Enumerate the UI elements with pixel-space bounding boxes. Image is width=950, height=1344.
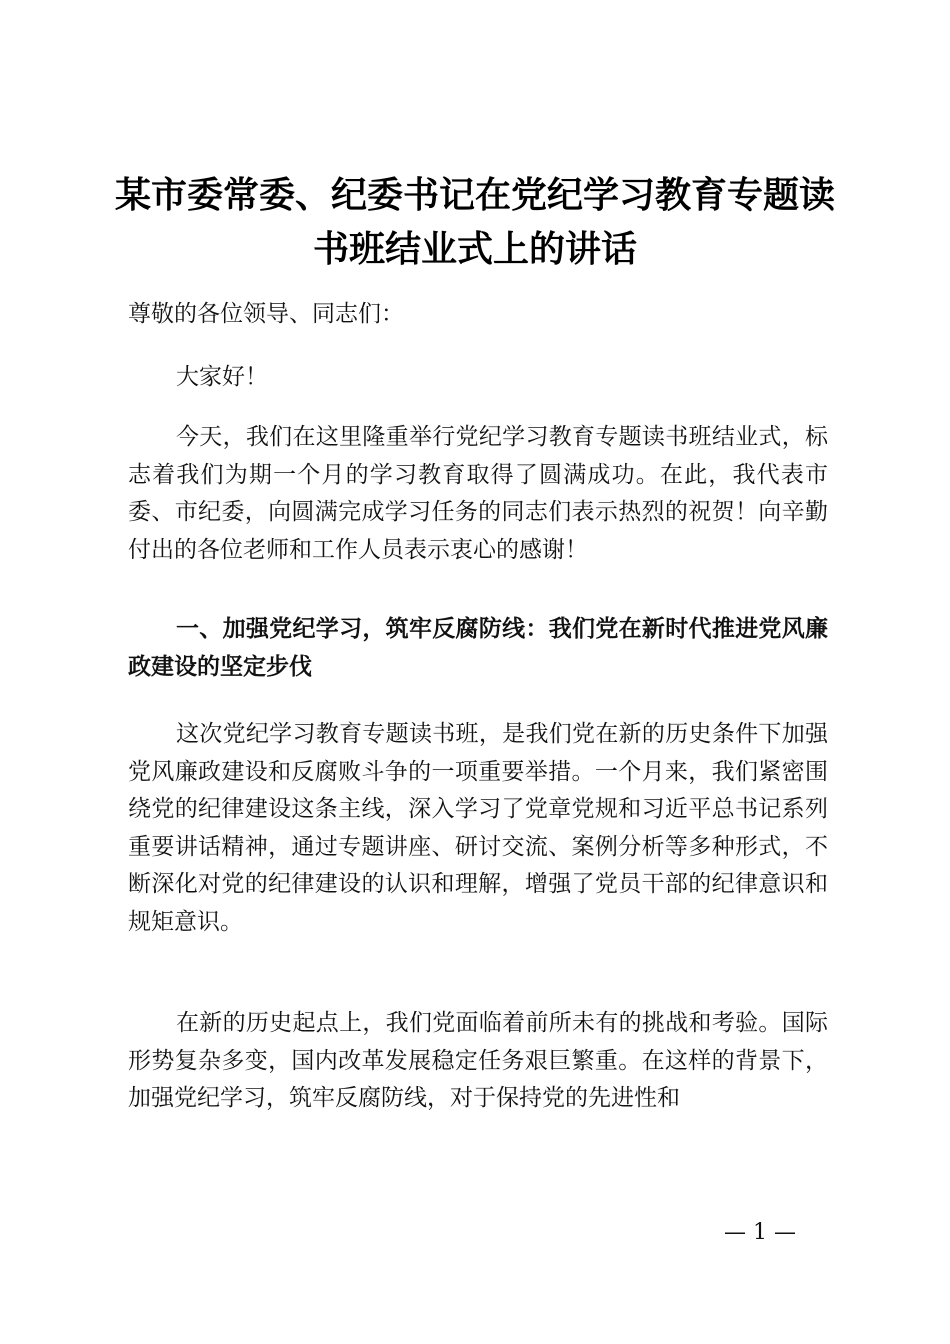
page-title: 某市委常委、纪委书记在党纪学习教育专题读书班结业式上的讲话 xyxy=(114,174,835,270)
salutation: 尊敬的各位领导、同志们： xyxy=(128,301,404,327)
page-number: — 1 — xyxy=(724,1220,796,1245)
paragraph-body: 在新的历史起点上，我们党面临着前所未有的挑战和考验。国际形势复杂多变，国内改革发展稳定任务艰巨繁重。在这样的背景下，加强党纪学习，筑牢反腐防线，对于保持党的先进性和 xyxy=(128,1010,828,1111)
greeting: 大家好！ xyxy=(176,364,268,390)
section-heading: 一、加强党纪学习，筑牢反腐防线：我们党在新时代推进党风廉政建设的坚定步伐 xyxy=(128,616,828,680)
paragraph-opening: 今天，我们在这里隆重举行党纪学习教育专题读书班结业式，标志着我们为期一个月的学习教育取得了圆满成功。在此，我代表市委、市纪委，向圆满完成学习任务的同志们表示热烈的祝贺！向辛勤付出的各位老师和工作人员表示衷心的感谢！ xyxy=(128,424,828,563)
paragraph-body: 这次党纪学习教育专题读书班，是我们党在新的历史条件下加强党风廉政建设和反腐败斗争的一项重要举措。一个月来，我们紧密围绕党的纪律建设这条主线，深入学习了党章党规和习近平总书记系列重要讲话精神，通过专题讲座、研讨交流、案例分析等多种形式，不断深化对党的纪律建设的认识和理解，增强了党员干部的纪律意识和规矩意识。 xyxy=(128,721,828,935)
